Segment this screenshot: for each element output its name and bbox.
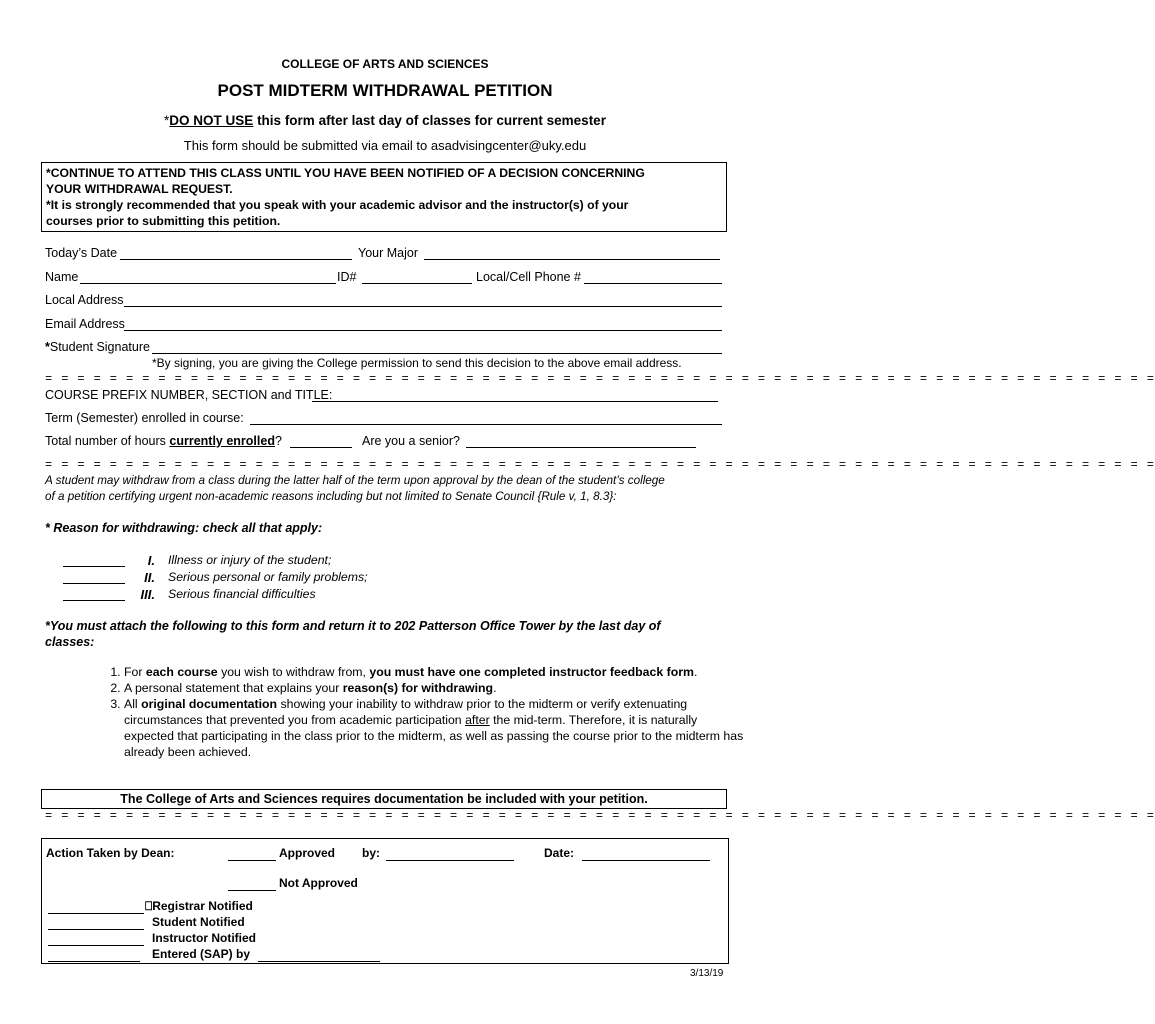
instructor-check[interactable]: [48, 945, 144, 946]
signing-note: *By signing, you are giving the College permission to send this decision to the above email address.: [152, 356, 682, 370]
reason-3-num: III.: [140, 587, 155, 602]
phone-field[interactable]: [584, 283, 722, 284]
hours-label-b: currently enrolled: [169, 434, 275, 448]
not-approved-check[interactable]: [228, 890, 276, 891]
instructor-label: Instructor Notified: [152, 931, 256, 945]
do-not-use-label: DO NOT USE: [169, 113, 254, 128]
form-title: POST MIDTERM WITHDRAWAL PETITION: [217, 81, 553, 100]
notice-line-1: *CONTINUE TO ATTEND THIS CLASS UNTIL YOU HAVE BEEN NOTIFIED OF A DECISION CONCERNING: [46, 166, 645, 180]
reason-3-check[interactable]: [63, 600, 125, 601]
id-label: ID#: [337, 270, 357, 284]
separator-3: = = = = = = = = = = = = = = = = = = = = = = = = = = = = = = = = = = = = = = = = = = = = = = = = = = = = = = = = = = = = = = = = = = = = =: [45, 809, 1155, 823]
registrar-mark: ⎕: [145, 899, 153, 913]
submit-note: This form should be submitted via email to asadvisingcenter@uky.edu: [183, 138, 587, 153]
senior-label: Are you a senior?: [362, 434, 460, 448]
decision-date-field[interactable]: [582, 860, 710, 861]
course-field[interactable]: [312, 401, 718, 402]
not-approved-label: Not Approved: [279, 876, 358, 890]
college-name: COLLEGE OF ARTS AND SCIENCES: [281, 57, 489, 71]
reasons-heading: * Reason for withdrawing: check all that apply:: [45, 521, 323, 535]
do-not-use-star: *: [164, 113, 170, 128]
documentation-note: The College of Arts and Sciences requires documentation be included with your petition.: [120, 792, 648, 806]
notice-line-2: YOUR WITHDRAWAL REQUEST.: [46, 182, 233, 196]
student-check[interactable]: [48, 929, 144, 930]
course-label: COURSE PREFIX NUMBER, SECTION and TITLE:: [45, 388, 333, 402]
approved-check[interactable]: [228, 860, 276, 861]
todays-date-label: Today’s Date: [45, 246, 118, 260]
attach-line-1: *You must attach the following to this form and return it to 202 Patterson Office Tower by the last day of: [45, 619, 661, 633]
approved-label: Approved: [279, 846, 336, 860]
signature-text: Student Signature: [49, 340, 150, 354]
name-field[interactable]: [80, 283, 336, 284]
hours-label-c: ?: [274, 434, 282, 448]
hours-field[interactable]: [290, 447, 352, 448]
name-label: Name: [45, 270, 79, 284]
major-label: Your Major: [358, 246, 418, 260]
notice-line-3: *It is strongly recommended that you speak with your academic advisor and the instructor(s) of your: [46, 198, 629, 212]
reason-1-num: I.: [147, 553, 155, 568]
hours-label-a: Total number of hours: [45, 434, 170, 448]
date-label: Date:: [544, 846, 575, 860]
requirement-1: 1. For each course you wish to withdraw from, you must have one completed instructor feedback form.: [124, 664, 744, 680]
do-not-use-rest: this form after last day of classes for current semester: [253, 113, 606, 128]
senior-field[interactable]: [466, 447, 696, 448]
id-field[interactable]: [362, 283, 472, 284]
notice-box: [41, 162, 727, 232]
reason-2-text: Serious personal or family problems;: [168, 570, 368, 584]
entered-by-field[interactable]: [258, 961, 380, 962]
signature-label: [45, 340, 150, 354]
separator-2: = = = = = = = = = = = = = = = = = = = = = = = = = = = = = = = = = = = = = = = = = = = = = = = = = = = = = = = = = = = = = = = = = = = = =: [45, 458, 1155, 472]
reason-3-text: Serious financial difficulties: [168, 587, 316, 601]
signature-field[interactable]: [152, 353, 722, 354]
local-address-field[interactable]: [124, 306, 722, 307]
entered-label: Entered (SAP) by: [152, 947, 251, 961]
reason-2-num: II.: [144, 570, 155, 585]
reason-1-check[interactable]: [63, 566, 125, 567]
registrar-label: ⎕Registrar Notified: [145, 899, 253, 913]
entered-check[interactable]: [48, 961, 140, 962]
student-label: Student Notified: [152, 915, 245, 929]
policy-line-2: of a petition certifying urgent non-academic reasons including but not limited to Senate Council {Rule v, 1, 8.3}:: [45, 490, 617, 503]
requirement-2: 2. A personal statement that explains your reason(s) for withdrawing.: [124, 680, 744, 696]
reason-2-check[interactable]: [63, 583, 125, 584]
requirements-list: [100, 664, 744, 760]
email-address-label: Email Address: [45, 317, 125, 331]
todays-date-field[interactable]: [120, 259, 352, 260]
do-not-use-note: [0, 113, 770, 128]
major-field[interactable]: [424, 259, 720, 260]
signature-star: *: [45, 340, 50, 354]
term-label: Term (Semester) enrolled in course:: [45, 411, 244, 425]
separator-1: = = = = = = = = = = = = = = = = = = = = = = = = = = = = = = = = = = = = = = = = = = = = = = = = = = = = = = = = = = = = = = = = = = = = =: [45, 372, 1155, 386]
policy-line-1: A student may withdraw from a class during the latter half of the term upon approval by the dean of the student’s college: [45, 474, 665, 487]
phone-label: Local/Cell Phone #: [476, 270, 581, 284]
attach-line-2: classes:: [45, 635, 95, 649]
registrar-check[interactable]: [48, 913, 144, 914]
email-address-field[interactable]: [124, 330, 722, 331]
revision-date: 3/13/19: [690, 968, 724, 979]
notice-line-4: courses prior to submitting this petition.: [46, 214, 281, 228]
hours-label: [45, 434, 282, 448]
dean-action-label: Action Taken by Dean:: [46, 846, 175, 860]
approved-by-field[interactable]: [386, 860, 514, 861]
local-address-label: Local Address: [45, 293, 124, 307]
dean-action-box: [41, 838, 729, 964]
reason-1-text: Illness or injury of the student;: [168, 553, 332, 567]
by-label: by:: [362, 846, 380, 860]
term-field[interactable]: [250, 424, 722, 425]
documentation-box: [41, 789, 727, 809]
requirement-3: 3. All original documentation showing your inability to withdraw prior to the midterm or verify extenuating circumstances that prevented you from academic participation after the mid-term. Therefore, it is naturally expected that participating in the class prior to the midterm, as well as passing the course prior to the midterm has already been achieved.: [124, 696, 744, 760]
